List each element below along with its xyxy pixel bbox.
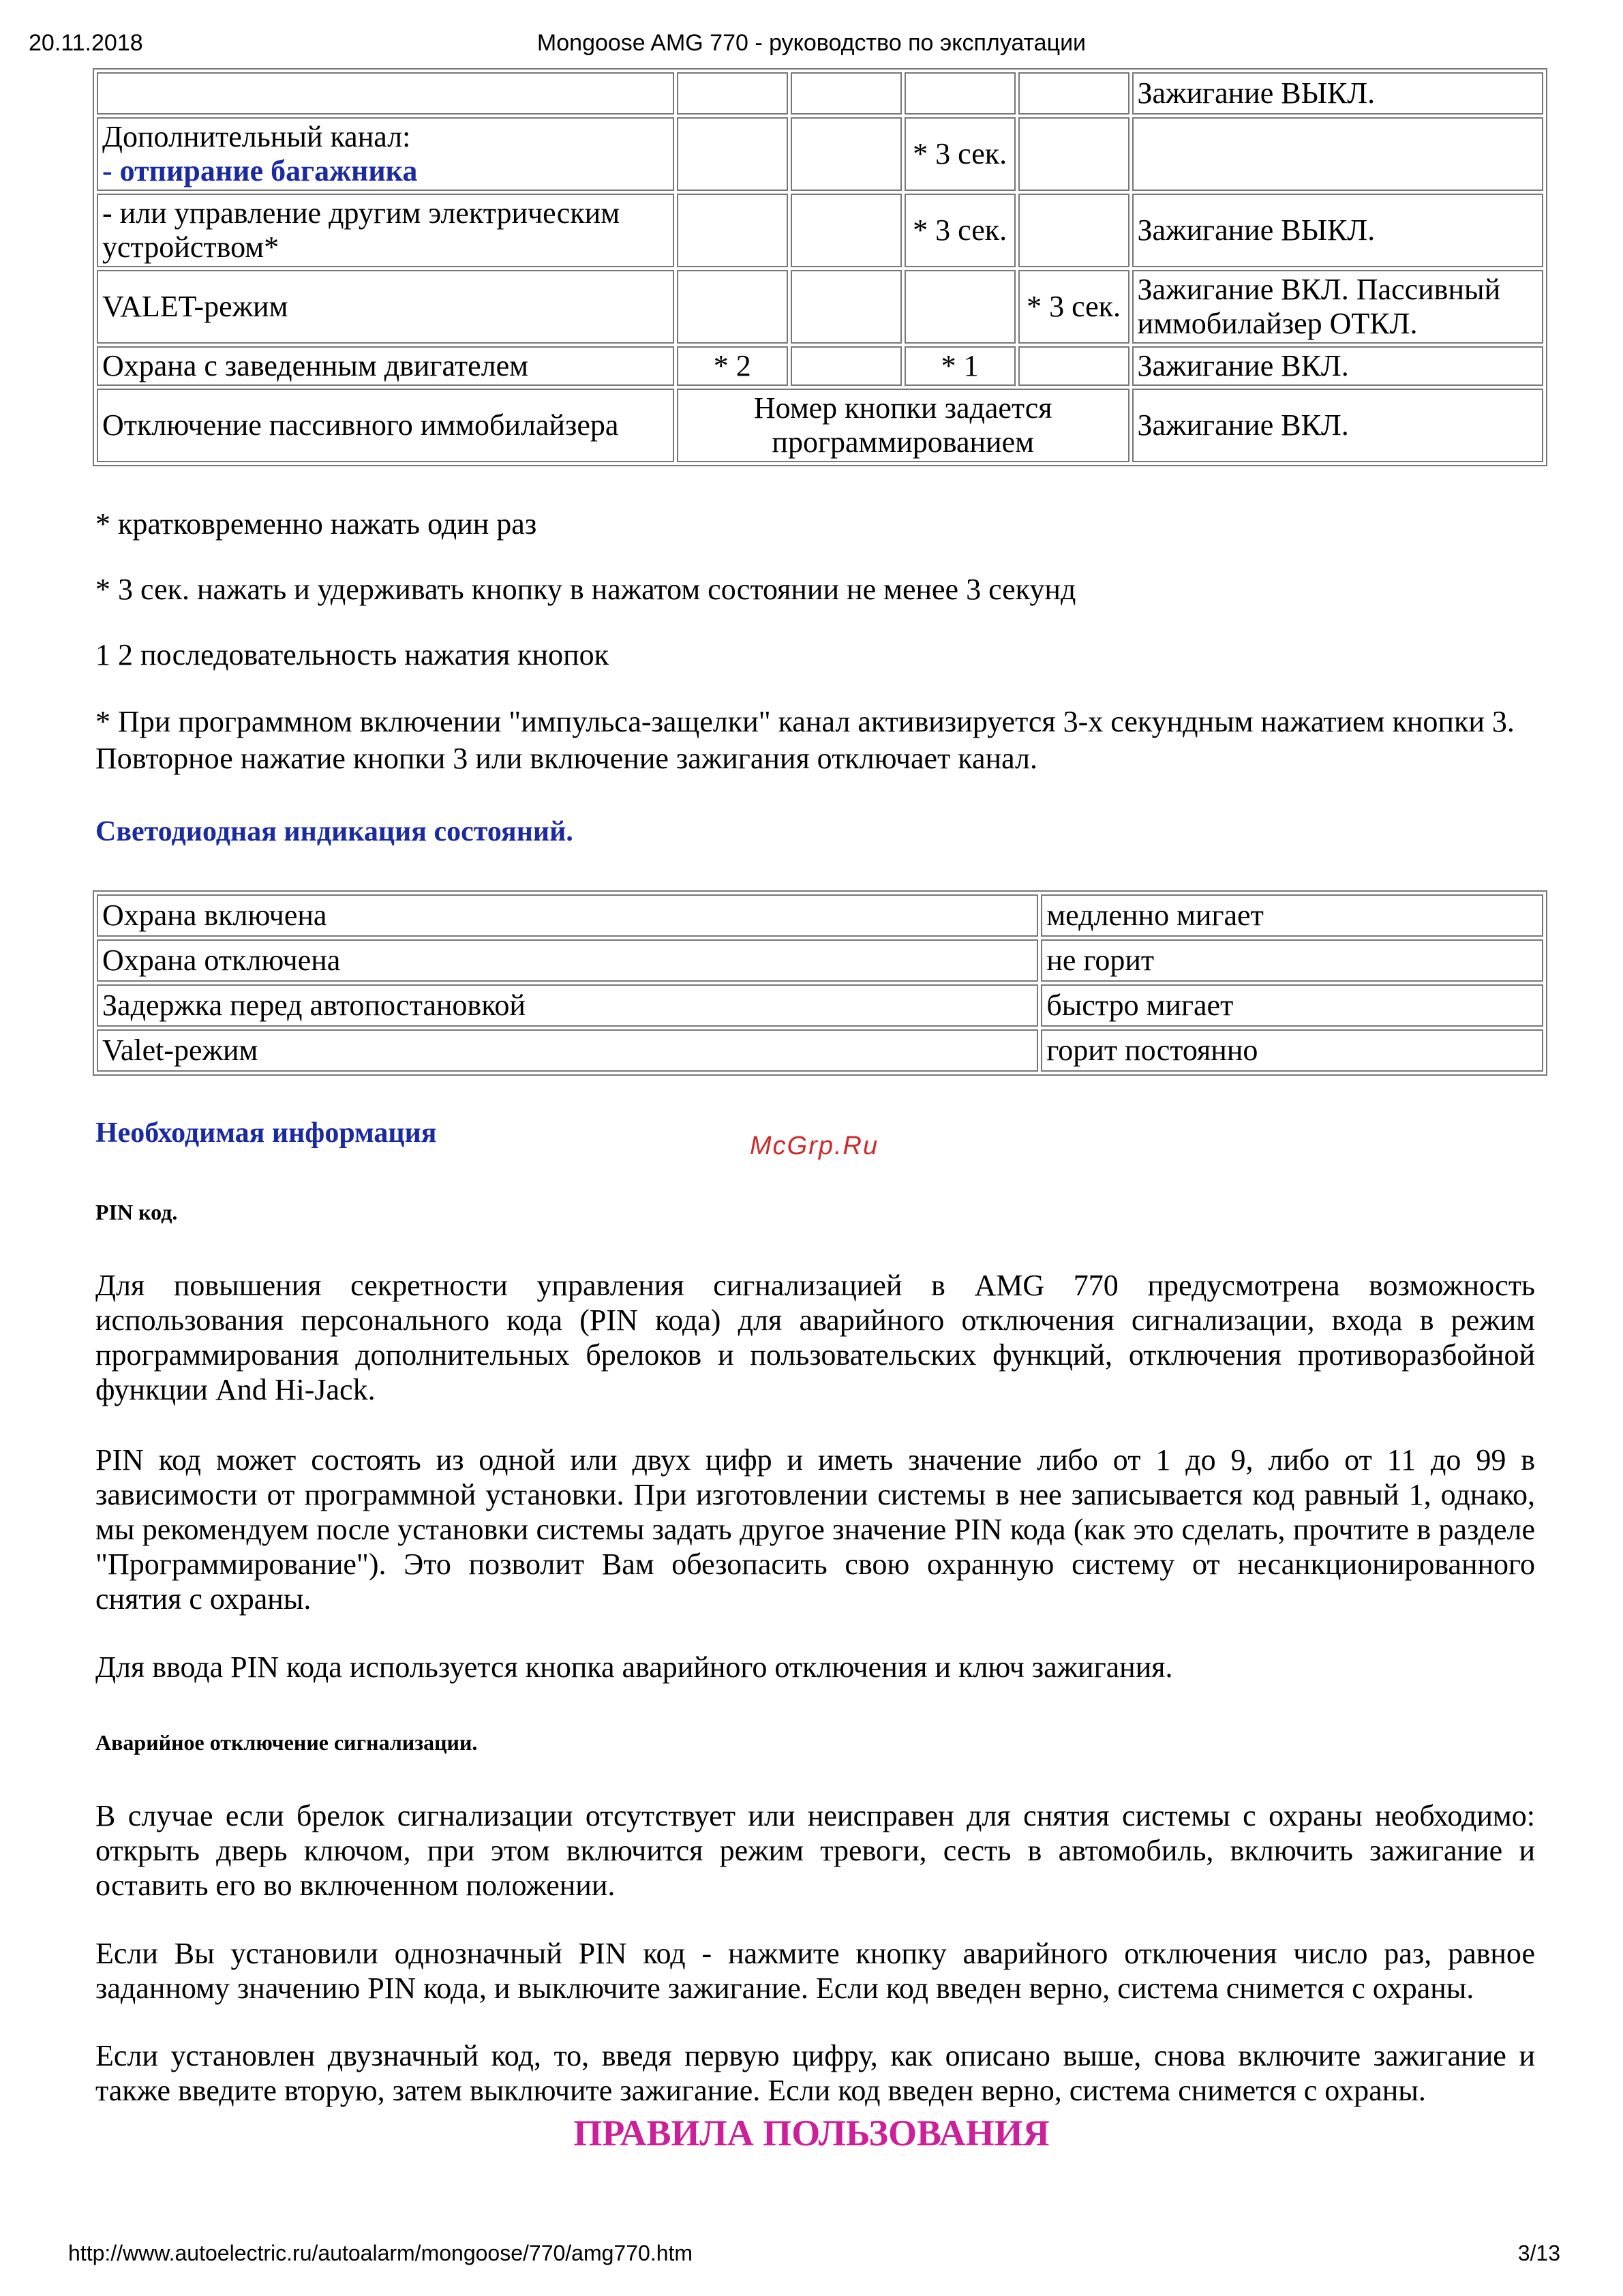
table-row (97, 389, 1543, 462)
led-indication: быстро мигает (1041, 984, 1543, 1027)
table-cell: Отключение пассивного иммобилайзера (97, 389, 674, 462)
table-row (97, 346, 1543, 386)
note-long-press: * 3 сек. нажать и удерживать кнопку в нажатом состоянии не менее 3 секунд (95, 573, 1076, 606)
table-cell: * 3 сек. (905, 117, 1016, 191)
led-indication: медленно мигает (1041, 894, 1543, 937)
table-cell: Зажигание ВЫКЛ. (1132, 194, 1543, 267)
led-state: Охрана отключена (97, 939, 1038, 982)
pin-paragraph-2: PIN код может состоять из одной или двух цифр и иметь значение либо от 1 до 9, либо от 11 до 99 в зависимости от программной установки. При изготовлении системы в нее записывается код равный 1, однако, мы рекомендуем после установки системы задать другое значение PIN кода (как это сделать, прочтите в разделе "Программирование"). Это позволит Вам обезопасить свою охранную систему от несанкционированного снятия с охраны. (95, 1443, 1535, 1616)
led-indication: горит постоянно (1041, 1029, 1543, 1072)
led-indication: не горит (1041, 939, 1543, 982)
pin-paragraph-3: Для ввода PIN кода используется кнопка аварийного отключения и ключ зажигания. (95, 1650, 1173, 1684)
led-heading: Светодиодная индикация состояний. (95, 816, 573, 847)
led-state: Valet-режим (97, 1029, 1038, 1072)
pin-paragraph-1: Для повышения секретности управления сигнализацией в AMG 770 предусмотрена возможность использования персонального кода (PIN кода) для аварийного отключения сигнализации, входа в режим программирования дополнительных брелоков и пользовательских функций, отключения противоразбойной функции And Hi-Jack. (95, 1269, 1535, 1406)
led-state: Охрана включена (97, 894, 1038, 937)
note-sequence: 1 2 последовательность нажатия кнопок (95, 638, 609, 671)
print-title: Mongoose AMG 770 - руководство по эксплуатации (536, 30, 1087, 56)
table-cell: Зажигание ВЫКЛ. (1132, 72, 1543, 115)
table-cell: * 1 (905, 346, 1016, 386)
table-cell: VALET-режим (97, 270, 674, 344)
led-state: Задержка перед автопостановкой (97, 984, 1038, 1027)
table-row (97, 984, 1543, 1027)
table-row (97, 939, 1543, 982)
table-row (97, 117, 1543, 191)
pin-heading: PIN код. (95, 1200, 178, 1224)
info-heading: Необходимая информация (95, 1117, 437, 1149)
table-row (97, 1029, 1543, 1072)
table-row (97, 270, 1543, 344)
emergency-heading: Аварийное отключение сигнализации. (95, 1730, 478, 1755)
note-short-press: * кратковременно нажать один раз (95, 507, 537, 541)
table-cell: Охрана с заведенным двигателем (97, 346, 674, 386)
table-row (97, 72, 1543, 115)
page-number: 3/13 (1517, 2241, 1560, 2265)
emergency-paragraph-3: Если установлен двузначный код, то, введя первую цифру, как описано выше, снова включите зажигание и также введите вторую, затем выключите зажигание. Если код введен верно, система снимется с охраны. (95, 2039, 1535, 2107)
table-cell (97, 117, 674, 191)
emergency-paragraph-1: В случае если брелок сигнализации отсутствует или неисправен для снятия системы с охраны необходимо: открыть дверь ключом, при этом включится режим тревоги, сесть в автомобиль, включить зажигание и оставить его во включенном положении. (95, 1799, 1535, 1902)
rules-title: ПРАВИЛА ПОЛЬЗОВАНИЯ (573, 2113, 1050, 2154)
table-cell: * 2 (677, 346, 788, 386)
table-cell: Зажигание ВКЛ. (1132, 346, 1543, 386)
led-table (93, 890, 1547, 1076)
trunk-release-label: - отпирание багажника (102, 154, 418, 187)
table-row (97, 894, 1543, 937)
emergency-paragraph-2: Если Вы установили однозначный PIN код - нажмите кнопку аварийного отключения число раз, равное заданному значению PIN кода, и выключите зажигание. Если код введен верно, система снимется с охраны. (95, 1937, 1535, 2005)
print-url: http://www.autoelectric.ru/autoalarm/mongoose/770/amg770.htm (68, 2241, 693, 2265)
table-row (97, 194, 1543, 267)
table-cell: - или управление другим электрическим устройством* (97, 194, 674, 267)
table-cell: * 3 сек. (905, 194, 1016, 267)
table-cell: Зажигание ВКЛ. Пассивный иммобилайзер ОТКЛ. (1132, 270, 1543, 344)
table-cell-merged: Номер кнопки задается программированием (677, 389, 1129, 462)
table-cell: Зажигание ВКЛ. (1132, 389, 1543, 462)
print-date: 20.11.2018 (29, 30, 143, 56)
button-functions-table (93, 68, 1547, 466)
watermark: McGrp.Ru (750, 1132, 879, 1160)
note-latch-pulse: * При программном включении "импульса-защелки" канал активизируется 3-х секундным нажатием кнопки 3. Повторное нажатие кнопки 3 или включение зажигания отключает канал. (95, 705, 1515, 775)
print-header (0, 30, 1623, 64)
table-cell: * 3 сек. (1018, 270, 1129, 344)
extra-channel-label: Дополнительный канал: (102, 120, 411, 153)
